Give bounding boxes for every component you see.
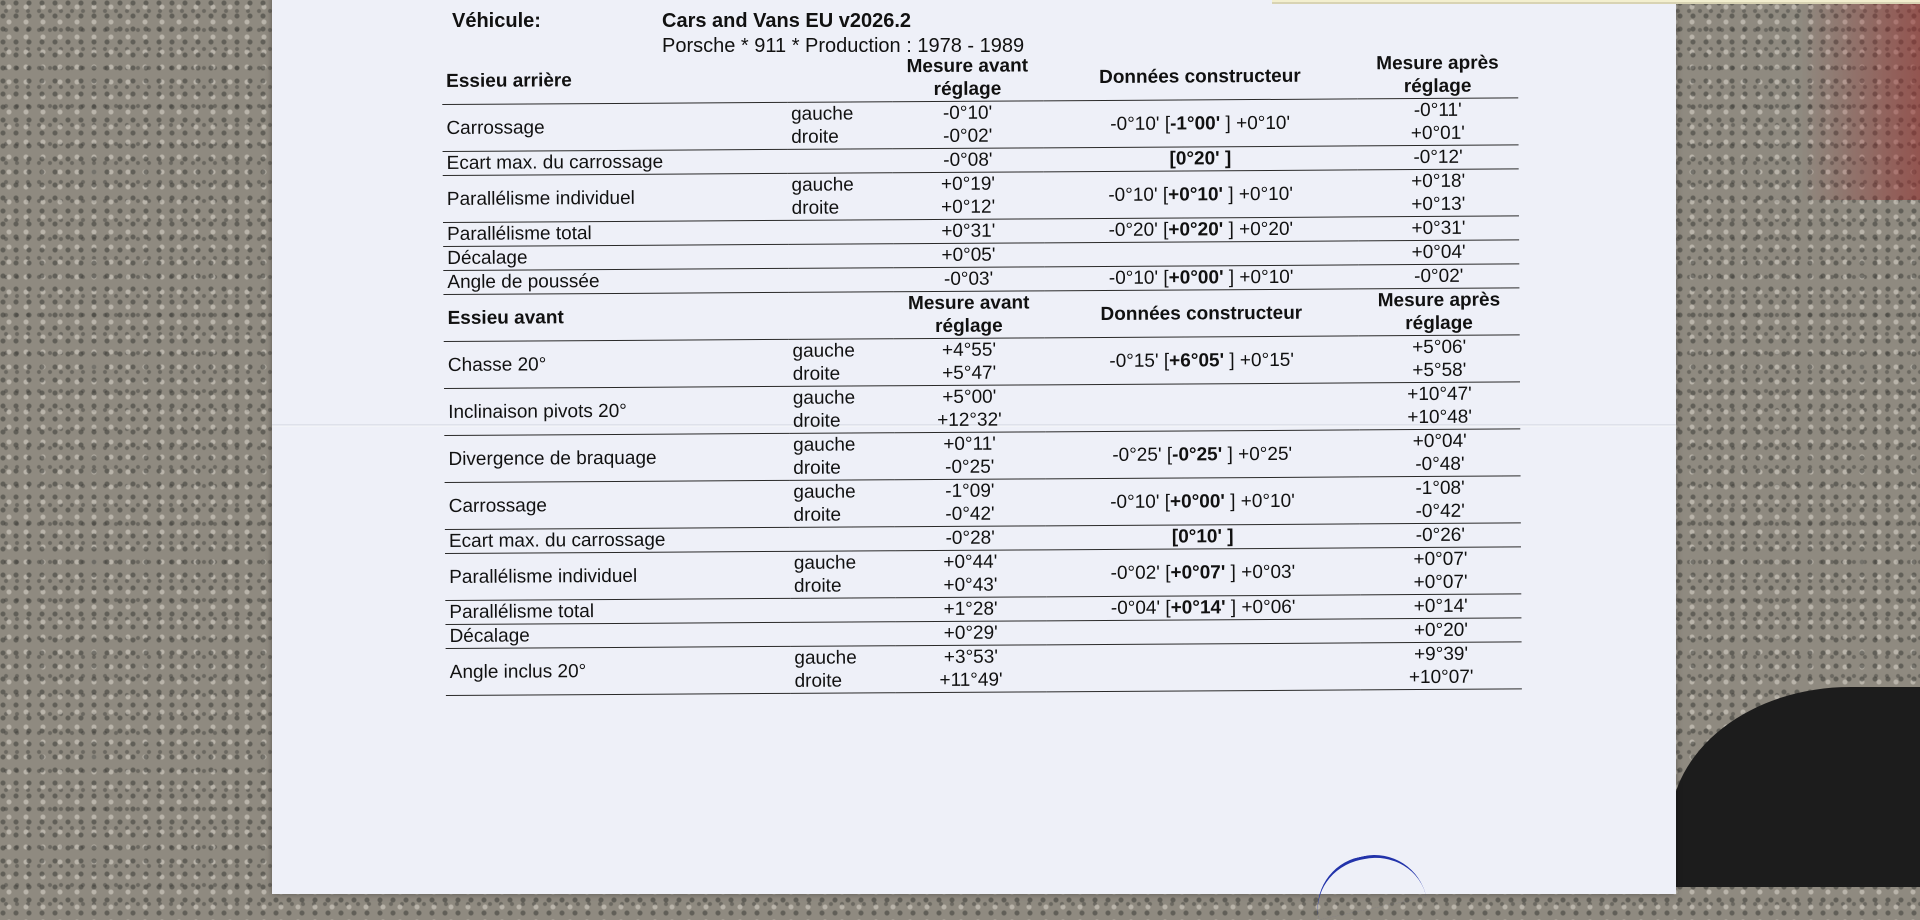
- measurement-label: Parallélisme total: [445, 598, 790, 624]
- side-label: gauche: [792, 387, 856, 409]
- value-after-item: +0°18': [1411, 170, 1466, 193]
- manufacturer-spec: [1044, 265, 1358, 291]
- spec-min: -0°10' [: [1110, 113, 1171, 135]
- column-header-after: Mesure après réglage: [1358, 288, 1519, 336]
- spec-max: ] +0°03': [1225, 561, 1296, 583]
- section-side-spacer: [788, 292, 893, 340]
- value-before-item: -0°25': [945, 456, 995, 478]
- background-shadow: [1800, 0, 1920, 200]
- section-header-row: [442, 51, 1518, 104]
- value-before: [894, 432, 1045, 480]
- measurement-row: [443, 169, 1519, 223]
- value-after: [1357, 98, 1518, 146]
- value-after-item: -0°48': [1415, 453, 1465, 476]
- side-labels: [789, 433, 894, 481]
- manufacturer-spec: [1045, 383, 1359, 432]
- spec-nominal: -1°00': [1170, 112, 1221, 135]
- value-before-item: -0°08': [943, 149, 993, 171]
- spec-min: -0°10' [: [1108, 267, 1169, 289]
- value-after: [1360, 594, 1521, 619]
- side-labels: [788, 220, 893, 245]
- measurement-label: Carrossage: [445, 480, 790, 529]
- value-before: [892, 148, 1043, 173]
- measurement-label: Décalage: [443, 244, 788, 270]
- value-after-item: +9°39': [1413, 643, 1469, 666]
- side-label: gauche: [791, 103, 854, 125]
- side-labels: [790, 622, 895, 647]
- value-before-item: -1°09': [945, 480, 995, 502]
- value-after-item: +5°06': [1412, 336, 1467, 359]
- manufacturer-spec: [1045, 430, 1359, 479]
- value-after-item: +0°07': [1413, 571, 1468, 594]
- vehicle-database-name: Cars and Vans EU v2026.2: [662, 10, 912, 32]
- side-labels: [788, 244, 893, 269]
- measurement-row: [444, 429, 1520, 483]
- value-before-item: +0°05': [941, 244, 996, 266]
- measurement-row: [446, 642, 1522, 696]
- column-header-spec: Données constructeur: [1044, 289, 1358, 338]
- value-after-item: -0°11': [1413, 99, 1462, 122]
- spec-nominal: [0°20' ]: [1169, 148, 1232, 170]
- spec-nominal: +0°20': [1168, 219, 1224, 241]
- section-side-spacer: [787, 55, 892, 102]
- vehicle-model: Porsche * 911 * Production : 1978 - 1989: [662, 35, 1025, 57]
- measurement-label: Chasse 20°: [444, 339, 789, 388]
- alignment-table: [442, 51, 1522, 696]
- value-after: [1359, 476, 1520, 524]
- vehicle-label: Véhicule:: [452, 10, 541, 32]
- value-before-item: -0°02': [943, 125, 993, 147]
- value-before-item: -0°28': [945, 527, 995, 549]
- side-label: droite: [793, 457, 841, 479]
- measurement-row: [444, 382, 1520, 436]
- background-dark-object: [1670, 687, 1920, 887]
- value-after: [1359, 429, 1520, 477]
- measurement-label: Angle inclus 20°: [446, 646, 791, 695]
- side-labels: [790, 646, 895, 694]
- value-before-item: +0°31': [941, 220, 996, 242]
- side-labels: [787, 102, 892, 150]
- measurement-row: [445, 476, 1521, 530]
- value-after: [1358, 264, 1519, 289]
- value-before: [893, 219, 1044, 244]
- manufacturer-spec: [1044, 336, 1358, 385]
- value-after-item: -0°12': [1413, 146, 1463, 169]
- value-before-item: +0°19': [940, 173, 996, 195]
- value-after-item: +0°04': [1412, 430, 1467, 453]
- measurement-row: [444, 335, 1520, 389]
- alignment-report-sheet: [272, 0, 1676, 894]
- column-header-after: Mesure après réglage: [1357, 51, 1518, 98]
- value-after-item: +10°47': [1407, 383, 1472, 406]
- value-before-item: +0°44': [943, 551, 998, 573]
- spec-nominal: +6°05': [1169, 349, 1225, 372]
- spec-min: -0°10' [: [1108, 184, 1169, 206]
- value-before-item: -0°03': [943, 268, 994, 290]
- spec-nominal: [0°10' ]: [1171, 526, 1234, 548]
- spec-min: -0°15' [: [1109, 350, 1170, 372]
- value-before-item: +12°32': [937, 409, 1002, 431]
- spec-min: -0°04' [: [1110, 597, 1171, 619]
- value-before-item: +5°00': [942, 386, 997, 408]
- side-label: gauche: [793, 481, 856, 503]
- manufacturer-spec: [1046, 548, 1360, 597]
- value-after: [1360, 547, 1521, 595]
- side-labels: [787, 173, 892, 221]
- side-label: droite: [793, 575, 842, 597]
- value-before-item: +0°11': [943, 433, 996, 455]
- value-before: [895, 621, 1046, 646]
- value-after: [1357, 145, 1518, 170]
- value-after-item: +0°04': [1411, 241, 1466, 264]
- measurement-label: Décalage: [445, 622, 790, 648]
- value-before: [895, 550, 1046, 598]
- value-after-item: -0°02': [1414, 265, 1464, 288]
- value-after: [1358, 169, 1519, 217]
- spec-nominal: +0°10': [1168, 183, 1224, 206]
- side-labels: [787, 149, 892, 174]
- column-header-before: Mesure avant réglage: [892, 54, 1043, 101]
- spec-nominal: +0°00': [1168, 267, 1224, 289]
- manufacturer-spec: [1044, 217, 1358, 243]
- spec-max: ] +0°15': [1223, 349, 1294, 371]
- value-after: [1360, 523, 1521, 548]
- spec-max: ] +0°10': [1220, 112, 1291, 134]
- side-labels: [789, 480, 894, 528]
- spec-nominal: +0°07': [1170, 561, 1226, 584]
- section-header-row: [443, 288, 1519, 342]
- value-after-item: -1°08': [1415, 477, 1465, 500]
- spec-nominal: +0°14': [1170, 597, 1226, 619]
- spec-min: -0°25' [: [1112, 444, 1173, 466]
- side-label: droite: [791, 197, 840, 219]
- spec-nominal: +0°00': [1169, 490, 1225, 513]
- side-label: droite: [792, 363, 841, 385]
- side-labels: [788, 268, 893, 293]
- value-before-item: +0°29': [943, 622, 998, 644]
- value-after-item: +10°48': [1407, 406, 1472, 429]
- side-label: droite: [791, 126, 839, 148]
- value-after-item: -0°42': [1415, 500, 1465, 523]
- value-after-item: -0°26': [1415, 524, 1466, 547]
- side-label: gauche: [794, 647, 857, 669]
- side-label: gauche: [793, 552, 857, 574]
- value-before: [893, 243, 1044, 268]
- value-before: [894, 385, 1045, 433]
- spec-max: ] +0°10': [1224, 490, 1295, 512]
- side-labels: [790, 527, 895, 552]
- measurement-label: Parallélisme total: [443, 220, 788, 246]
- value-before: [895, 645, 1046, 693]
- value-before-item: +4°55': [941, 339, 997, 361]
- value-after-item: +0°20': [1413, 619, 1469, 642]
- section-title: Essieu arrière: [442, 56, 787, 105]
- value-before: [893, 267, 1044, 292]
- manufacturer-spec: [1043, 146, 1357, 172]
- value-after: [1360, 642, 1521, 690]
- value-before: [892, 172, 1043, 220]
- side-label: gauche: [793, 434, 856, 456]
- value-after-item: +0°07': [1413, 548, 1468, 571]
- spec-min: -0°10' [: [1110, 491, 1171, 513]
- manufacturer-spec: [1043, 99, 1357, 148]
- measurement-row: [442, 98, 1518, 152]
- spec-max: ] +0°10': [1223, 266, 1294, 289]
- value-before: [894, 479, 1045, 527]
- value-before: [895, 526, 1046, 551]
- value-before-item: +0°12': [941, 196, 996, 218]
- side-labels: [790, 551, 895, 599]
- spec-nominal: -0°25': [1172, 443, 1223, 466]
- spec-max: ] +0°20': [1223, 218, 1294, 241]
- value-before-item: -0°42': [945, 503, 995, 525]
- measurement-label: Carrossage: [442, 102, 787, 151]
- side-labels: [789, 386, 894, 434]
- column-header-before: Mesure avant réglage: [893, 291, 1044, 339]
- value-before-item: +5°47': [942, 362, 997, 384]
- measurement-label: Parallélisme individuel: [445, 551, 790, 600]
- value-after-item: +0°13': [1411, 193, 1466, 216]
- section-title: Essieu avant: [443, 292, 788, 341]
- value-after-item: +0°14': [1413, 595, 1468, 618]
- measurement-label: Inclinaison pivots 20°: [444, 386, 789, 435]
- side-label: droite: [794, 670, 843, 692]
- manufacturer-spec: [1044, 241, 1358, 267]
- spec-min: -0°20' [: [1108, 219, 1169, 241]
- measurement-row: [445, 547, 1521, 601]
- underlying-paper-edge: [1272, 0, 1920, 4]
- side-label: droite: [792, 410, 841, 432]
- column-header-spec: Données constructeur: [1043, 52, 1357, 100]
- value-before-item: -0°10': [942, 102, 993, 124]
- spec-max: ] +0°10': [1222, 183, 1293, 205]
- value-before-item: +0°43': [943, 574, 998, 596]
- value-before-item: +3°53': [943, 646, 998, 668]
- value-after-item: +10°07': [1408, 666, 1474, 689]
- manufacturer-spec: [1046, 619, 1360, 645]
- value-after: [1359, 335, 1520, 383]
- side-labels: [788, 339, 893, 387]
- side-labels: [790, 598, 895, 623]
- value-before-item: +11°49': [939, 669, 1003, 691]
- measurement-label: Ecart max. du carrossage: [445, 527, 790, 553]
- manufacturer-spec: [1045, 477, 1359, 526]
- value-after: [1360, 618, 1521, 643]
- manufacturer-spec: [1046, 524, 1360, 550]
- value-after: [1359, 382, 1520, 430]
- spec-max: ] +0°25': [1222, 443, 1293, 465]
- value-after-item: +0°31': [1411, 217, 1466, 240]
- signature-stroke: [1308, 845, 1427, 920]
- measurement-label: Divergence de braquage: [444, 433, 789, 482]
- value-after: [1358, 216, 1519, 241]
- spec-min: -0°02' [: [1110, 562, 1171, 584]
- value-before: [893, 338, 1044, 386]
- side-label: gauche: [791, 174, 854, 196]
- value-before: [895, 597, 1046, 622]
- value-before: [892, 101, 1043, 149]
- value-before-item: +1°28': [943, 598, 998, 620]
- manufacturer-spec: [1046, 643, 1360, 692]
- value-after-item: +0°01': [1410, 122, 1465, 145]
- side-label: gauche: [792, 340, 855, 362]
- side-label: droite: [793, 504, 842, 526]
- measurement-label: Angle de poussée: [443, 268, 788, 294]
- measurement-label: Ecart max. du carrossage: [443, 149, 788, 175]
- spec-max: ] +0°06': [1225, 596, 1296, 619]
- manufacturer-spec: [1046, 595, 1360, 621]
- value-after-item: +5°58': [1412, 359, 1467, 382]
- manufacturer-spec: [1043, 170, 1357, 219]
- measurement-label: Parallélisme individuel: [443, 173, 788, 222]
- value-after: [1358, 240, 1519, 265]
